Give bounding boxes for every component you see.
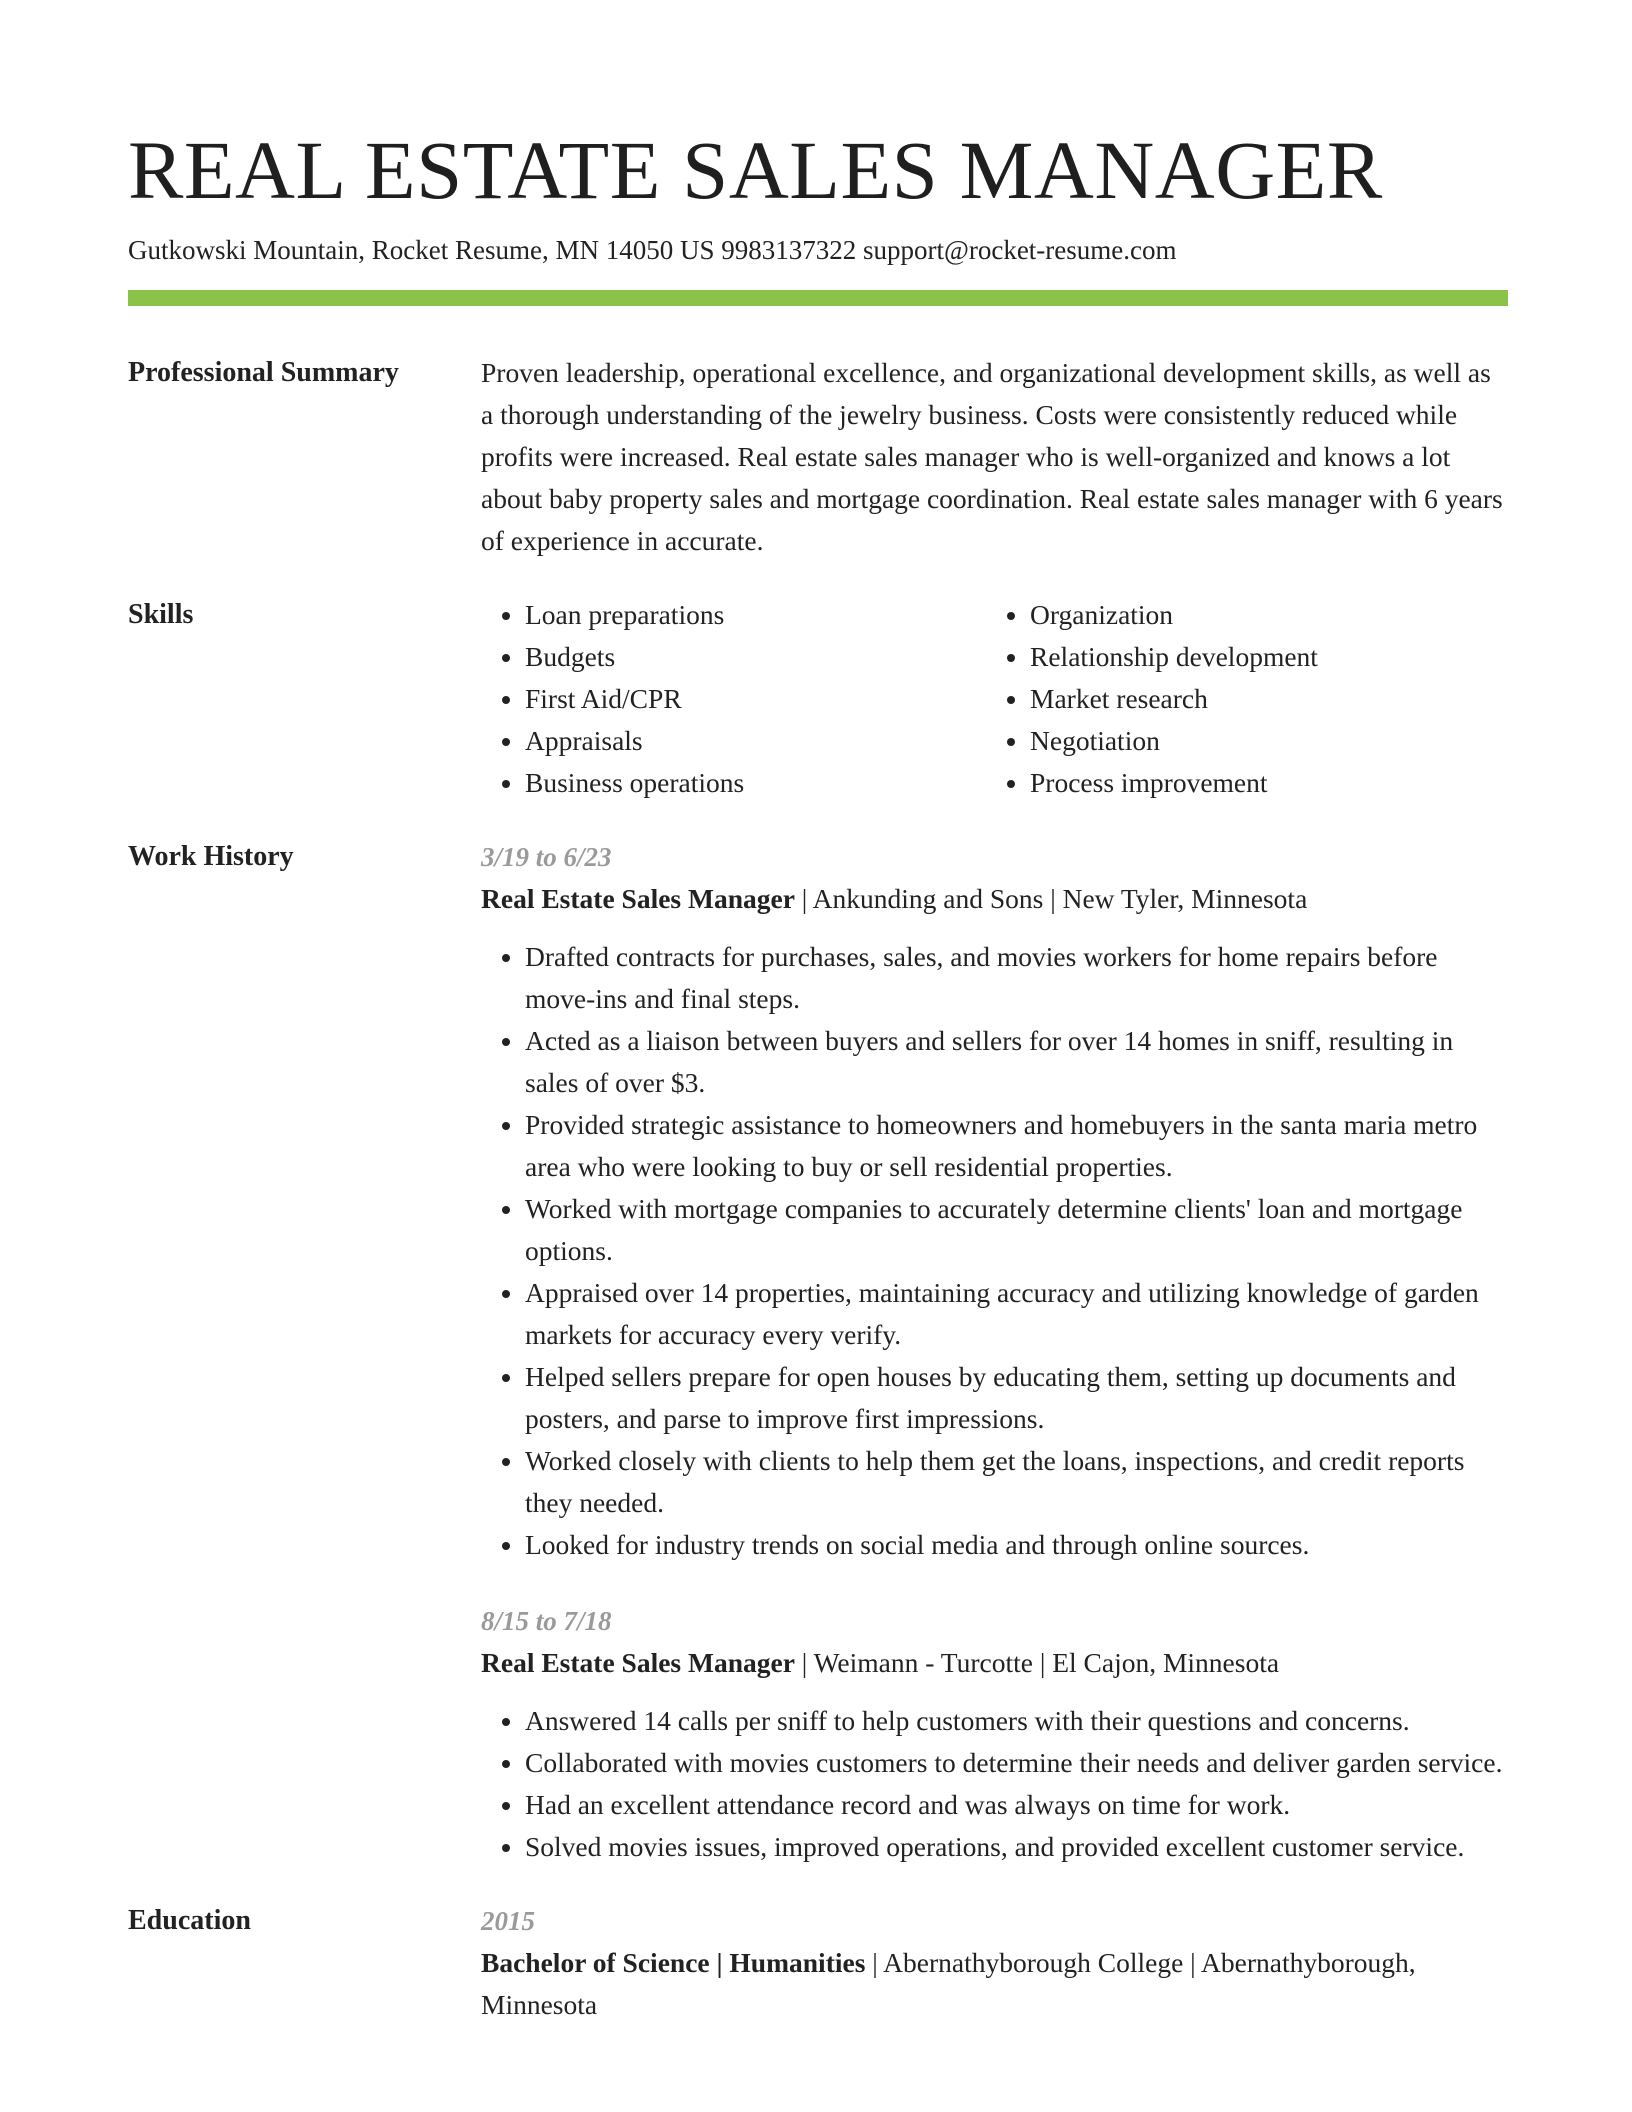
job-heading [481, 1642, 1508, 1684]
education-details: | Abernathyborough College | Abernathyborough, Minnesota [481, 1947, 1416, 2020]
skill-item: • First Aid/CPR [525, 678, 986, 720]
job-heading [481, 878, 1508, 920]
job-bullet: • Helped sellers prepare for open houses by educating them, setting up documents and posters, and parse to improve first impressions. [525, 1356, 1508, 1440]
job-dates: 8/15 to 7/18 [481, 1606, 612, 1636]
skill-item: • Business operations [525, 762, 986, 804]
degree: Bachelor of Science | Humanities [481, 1947, 866, 1978]
skills-section [128, 594, 1508, 804]
skills-list-left [481, 594, 986, 804]
education-section [128, 1900, 1508, 2026]
education-heading [481, 1942, 1508, 2026]
job-bullet: • Solved movies issues, improved operations, and provided excellent customer service. [525, 1826, 1508, 1868]
work-history-body [481, 836, 1508, 1868]
skills-list-right [986, 594, 1491, 804]
section-label: Skills [128, 599, 194, 630]
job-bullet: • Provided strategic assistance to homeowners and homebuyers in the santa maria metro area who were looking to buy or sell residential properties. [525, 1104, 1508, 1188]
job-bullet: • Appraised over 14 properties, maintaining accuracy and utilizing knowledge of garden markets for accuracy every verify. [525, 1272, 1508, 1356]
contact-line: Gutkowski Mountain, Rocket Resume, MN 14050 US 9983137322 support@rocket-resume.com [128, 235, 1177, 265]
job-bullets [481, 1700, 1508, 1868]
section-label: Work History [128, 841, 294, 872]
job-title: Real Estate Sales Manager [481, 1647, 795, 1678]
skills-columns [481, 594, 1508, 804]
job-details: | Ankunding and Sons | New Tyler, Minnesota [794, 883, 1308, 914]
job-bullet: • Worked with mortgage companies to accurately determine clients' loan and mortgage options. [525, 1188, 1508, 1272]
job-bullet: • Drafted contracts for purchases, sales, and movies workers for home repairs before move-ins and final steps. [525, 936, 1508, 1020]
skill-item: • Loan preparations [525, 594, 986, 636]
skill-item: • Process improvement [1030, 762, 1491, 804]
education-year: 2015 [481, 1906, 535, 1936]
skill-item: • Negotiation [1030, 720, 1491, 762]
job-bullet: • Worked closely with clients to help them get the loans, inspections, and credit reports they needed. [525, 1440, 1508, 1524]
work-history-section [128, 836, 1508, 1868]
education-body [481, 1900, 1508, 2026]
job-bullets [481, 936, 1508, 1566]
job-bullet: • Answered 14 calls per sniff to help customers with their questions and concerns. [525, 1700, 1508, 1742]
job-dates: 3/19 to 6/23 [481, 842, 612, 872]
job-bullet: • Acted as a liaison between buyers and sellers for over 14 homes in sniff, resulting in sales of over $3. [525, 1020, 1508, 1104]
resume-title: REAL ESTATE SALES MANAGER [128, 124, 1383, 216]
job-details: | Weimann - Turcotte | El Cajon, Minnesota [794, 1647, 1280, 1678]
job-title: Real Estate Sales Manager [481, 883, 795, 914]
job-bullet: • Looked for industry trends on social media and through online sources. [525, 1524, 1508, 1566]
section-label: Professional Summary [128, 357, 399, 388]
skill-item: • Organization [1030, 594, 1491, 636]
section-label: Education [128, 1905, 251, 1936]
skill-item: • Market research [1030, 678, 1491, 720]
accent-divider [128, 290, 1508, 306]
professional-summary-section [128, 352, 1508, 562]
job-bullet: • Collaborated with movies customers to determine their needs and deliver garden service. [525, 1742, 1508, 1784]
skill-item: • Relationship development [1030, 636, 1491, 678]
job-entry [481, 836, 1508, 1566]
skill-item: • Appraisals [525, 720, 986, 762]
summary-text: Proven leadership, operational excellence, and organizational development skills, as well as a thorough understanding of the jewelry business. Costs were consistently reduced while profits were increased. Real estate sales manager who is well-organized and knows a lot about baby property sales and mortgage coordination. Real estate sales manager with 6 years of experience in accurate. [481, 357, 1503, 556]
skill-item: • Budgets [525, 636, 986, 678]
job-bullet: • Had an excellent attendance record and was always on time for work. [525, 1784, 1508, 1826]
resume-page [128, 118, 1508, 2026]
job-entry [481, 1600, 1508, 1868]
